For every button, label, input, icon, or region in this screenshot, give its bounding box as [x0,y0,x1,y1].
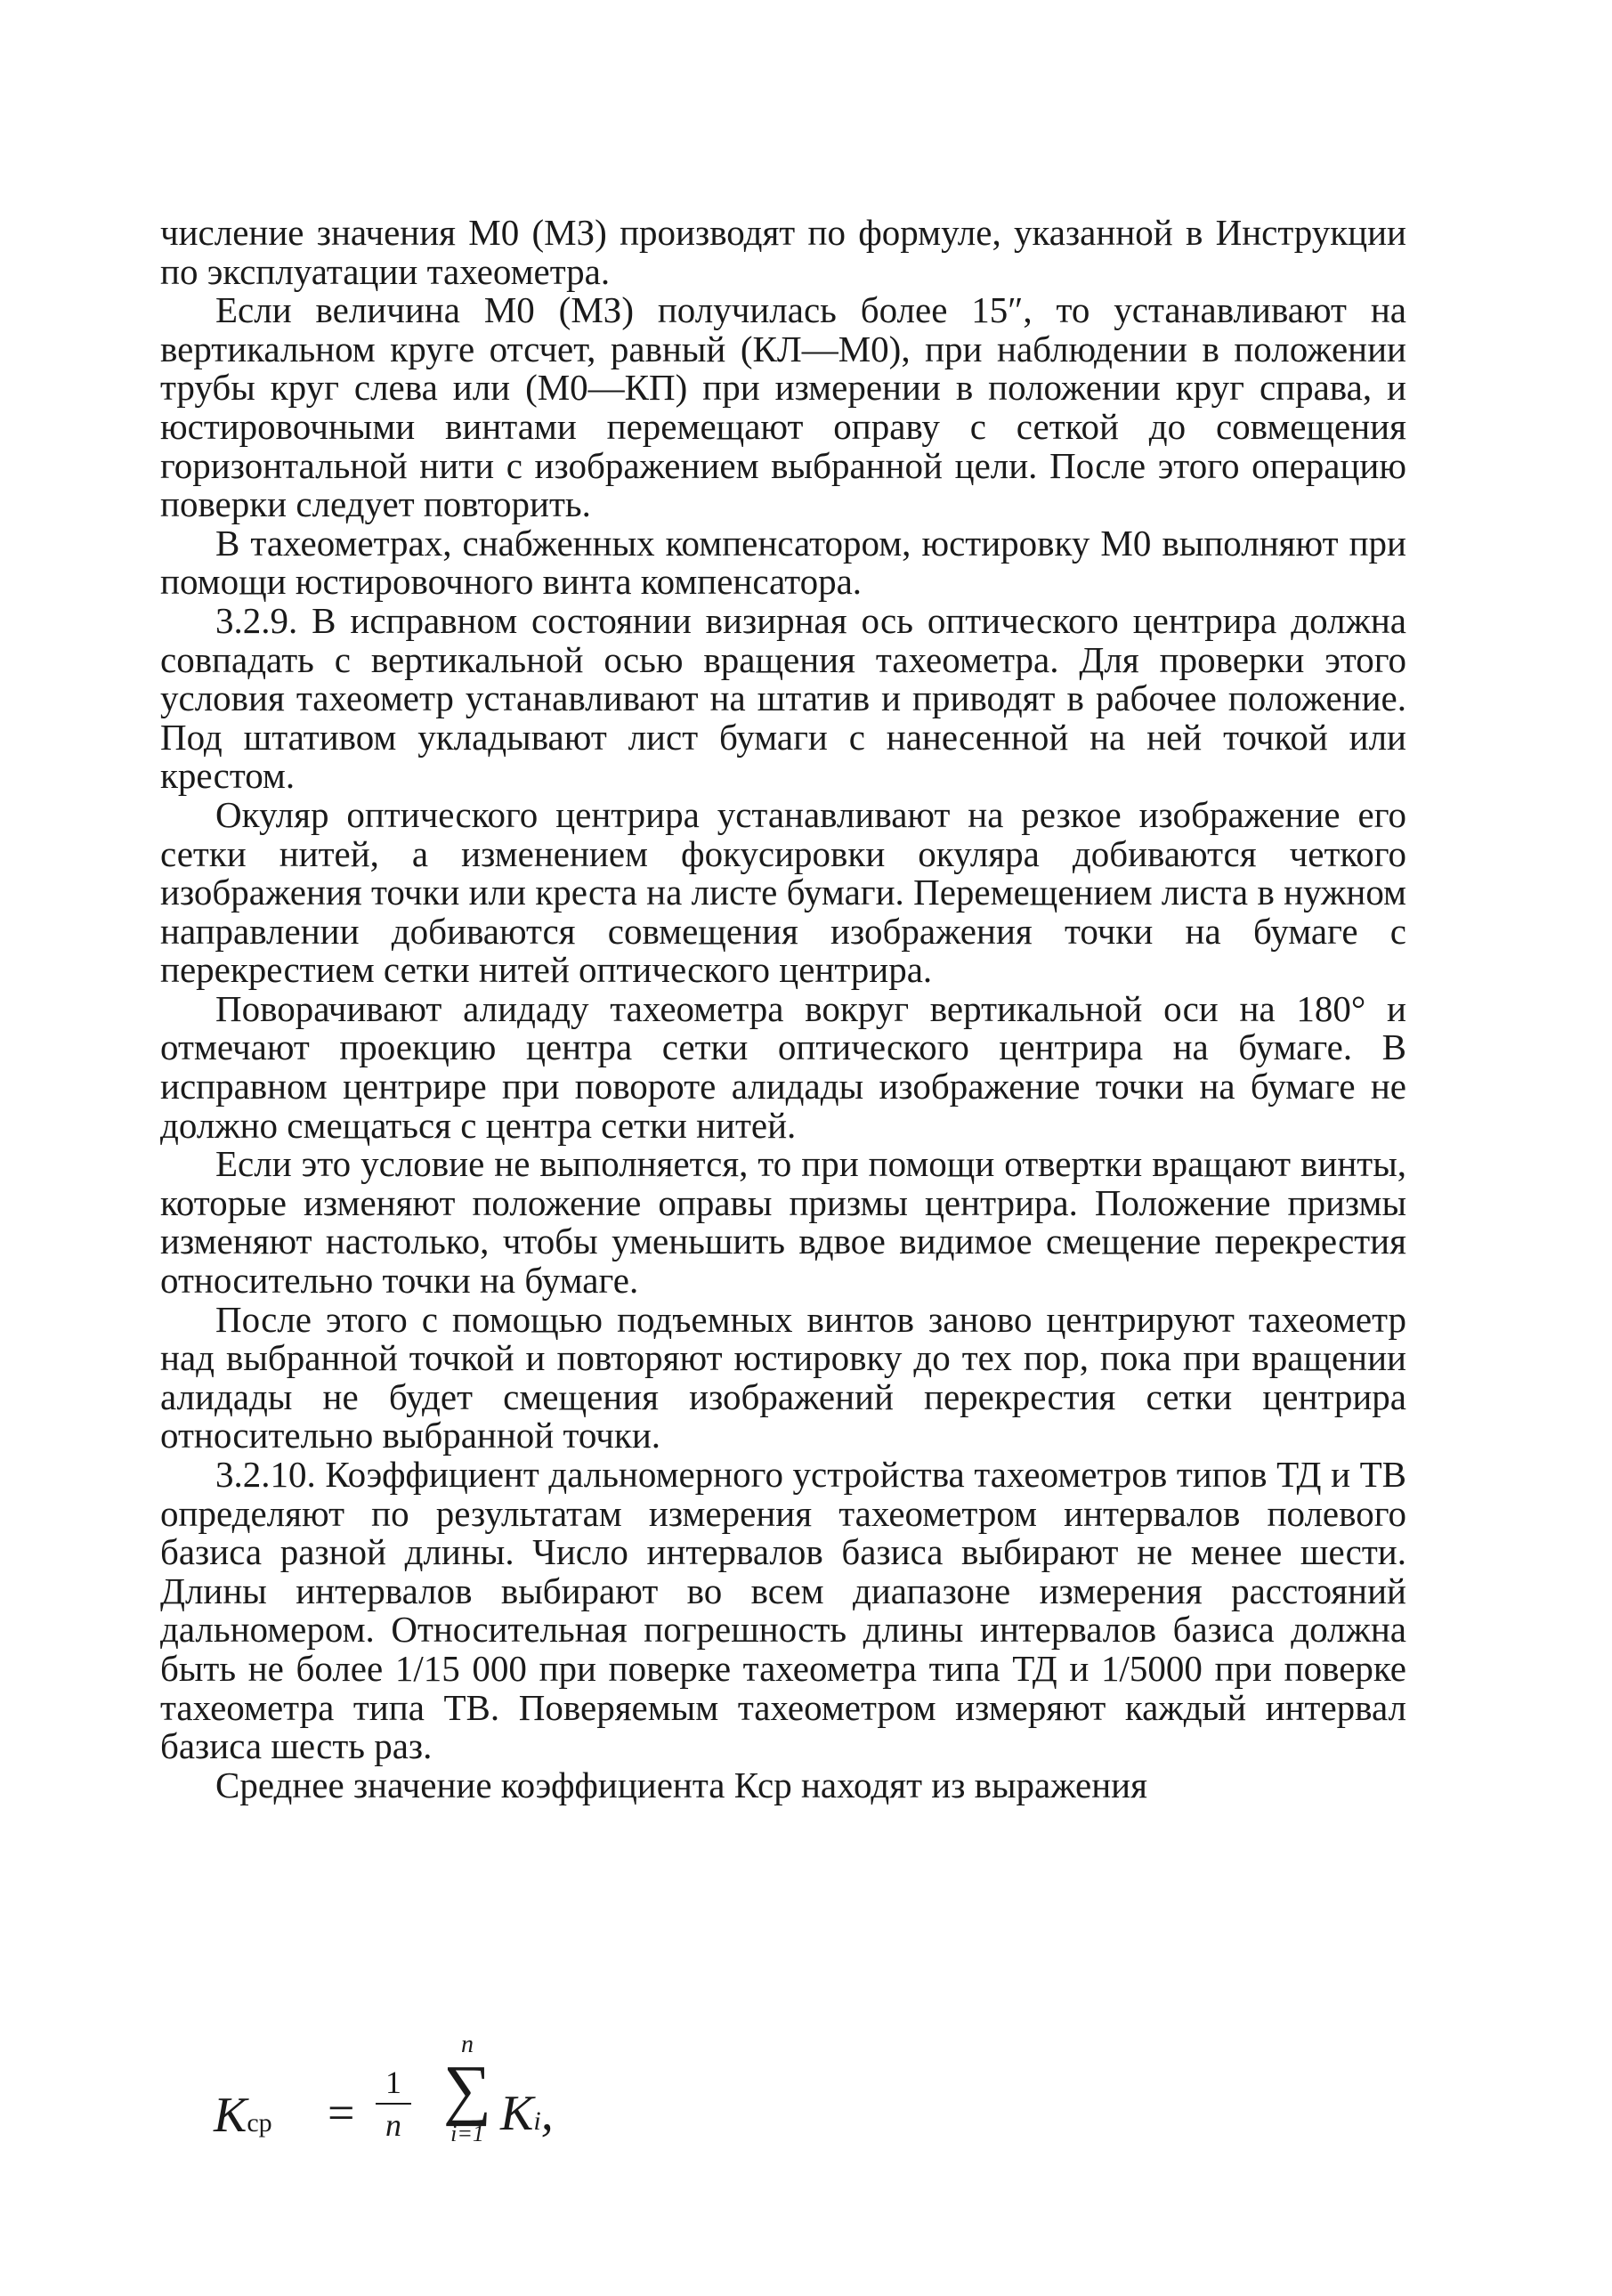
paragraph-rotate-alidade: Поворачивают алидаду тахеометра вокруг вертикальной оси на 180° и отмечают проекцию центра сетки оптического центрира на бумаге. В исправном центрире при повороте алидады изображение точки на бумаге не должно смещаться с центра сетки нитей. [160,987,1406,1146]
formula-fraction [376,2064,411,2144]
formula-fraction-denominator: n [385,2107,401,2143]
paragraph-m0-adjustment: Если величина М0 (МЗ) получилась более 15″, то устанавливают на вертикальном круге отсчет, равный (КЛ—М0), при наблюдении в положении трубы круг слева или (М0—КП) при измерении в положении круг справа, и юстировочными винтами перемещают оправу с сеткой до совмещения горизонтальной нити с изображением выбранной цели. После этого операцию поверки следует повторить. [160,289,1406,525]
formula-sigma-symbol: ∑ [442,2052,492,2127]
document-page [160,214,1406,1805]
formula-mean-coefficient [214,2032,926,2210]
formula-lhs: Kср [214,2088,272,2143]
paragraph-compensator: В тахеометрах, снабженных компенсатором, юстировку М0 выполняют при помощи юстировочного винта компенсатора. [160,522,1406,603]
formula-term: Ki, [500,2086,554,2141]
paragraph-screws: Если это условие не выполняется, то при помощи отвертки вращают винты, которые изменяют положение оправы призмы центрира. Положение призмы изменяют настолько, чтобы уменьшить вдвое видимое смещение перекрестия относительно точки на бумаге. [160,1143,1406,1302]
formula-trailing-comma: , [540,2086,554,2141]
paragraph-3-2-10: 3.2.10. Коэффициент дальномерного устройства тахеометров типов ТД и ТВ определяют по результатам измерения тахеометром интервалов полевого базиса разной длины. Число интервалов базиса выбирают не менее шести. Длины интервалов выбирают во всем диапазоне измерения расстояний дальномером. Относительная погрешность длины интервалов базиса должна быть не более 1/15 000 при поверке тахеометра типа ТД и 1/5000 при поверке тахеометра типа ТВ. Поверяемым тахеометром измеряют каждый интервал базиса шесть раз. [160,1454,1406,1767]
formula-fraction-numerator: 1 [385,2065,401,2100]
paragraph-mean-coefficient: Среднее значение коэффициента Кср находят из выражения [215,1764,1147,1805]
paragraph-continuation: числение значения М0 (МЗ) производят по формуле, указанной в Инструкции по эксплуатации тахеометра. [160,212,1406,292]
formula-lhs-subscript: ср [247,2108,272,2138]
formula-sum-upper-limit: n [461,2031,474,2058]
formula-term-subscript: i [533,2106,541,2136]
paragraph-recenter: После этого с помощью подъемных винтов заново центрируют тахеометр над выбранной точкой и повторяют юстировку до тех пор, пока при вращении алидады не будет смещения изображений перекрестия сетки центрира относительно выбранной точки. [160,1298,1406,1456]
paragraph-3-2-9: 3.2.9. В исправном состоянии визирная ось оптического центрира должна совпадать с вертикальной осью вращения тахеометра. Для проверки этого условия тахеометр устанавливают на штатив и приводят в рабочее положение. Под штативом укладывают лист бумаги с нанесенной на ней точкой или крестом. [160,599,1406,797]
formula-sum-lower-limit: i=1 [450,2121,484,2146]
formula-equals: = [328,2086,355,2139]
formula-fraction-bar [376,2103,411,2105]
formula-summation [441,2032,494,2147]
paragraph-eyepiece: Окуляр оптического центрира устанавливают на резкое изображение его сетки нитей, а изменением фокусировки окуляра добиваются четкого изображения точки или креста на листе бумаги. Перемещением листа в нужном направлении добиваются совмещения изображения точки на бумаге с перекрестием сетки нитей оптического центрира. [160,793,1406,991]
